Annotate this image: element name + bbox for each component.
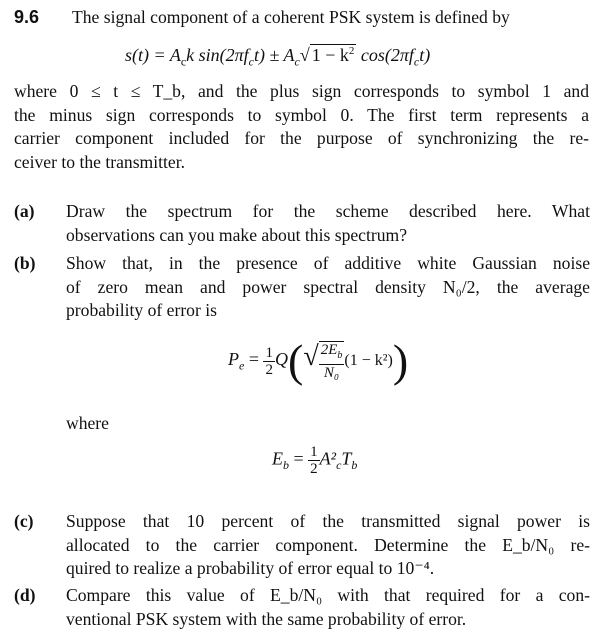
intro-line: the minus sign corresponds to symbol 0. The first term represents a: [14, 104, 589, 125]
intro-paragraph: [14, 80, 589, 174]
part-c-label: (c): [14, 511, 34, 531]
part-b-line: of zero mean and power spectral density N₀/2, the average: [66, 276, 590, 297]
problem-header: [14, 6, 594, 30]
pe-lhs: P: [228, 349, 239, 370]
eq-lhs: s(t) = A: [125, 45, 181, 65]
where-label: where: [66, 413, 109, 433]
eb-rhs-sub: c: [336, 458, 342, 473]
eq-sub-c3: c: [294, 54, 300, 69]
part-b-line: Show that, in the presence of additive white Gaussian noise: [66, 253, 590, 273]
eq-sqrt-exp: 2: [348, 45, 355, 57]
eq-sub-c4: c: [413, 54, 420, 69]
eq-sqrt-body: 1 − k: [311, 45, 349, 65]
pe-close-paren: ): [392, 335, 409, 386]
pe-lhs-sub: e: [239, 358, 245, 373]
part-d-label: (d): [14, 585, 36, 605]
part-d-line: ventional PSK system with the same probability of error.: [66, 608, 467, 629]
problem-number: 9.6: [14, 7, 40, 27]
part-b-label: (b): [14, 253, 36, 273]
eb-half: $\frac{1}{2}$: [310, 444, 318, 477]
part-a-label: (a): [14, 201, 35, 221]
eq-k-sin: k sin(2πf: [186, 45, 249, 65]
pe-tail: (1 − k²): [344, 352, 393, 370]
pe-half: $\frac{1}{2}$: [265, 344, 273, 378]
pe-q: Q: [274, 349, 288, 370]
pe-eq: =: [244, 349, 264, 370]
eb-lhs: E: [272, 448, 283, 469]
problem-lead-text: The signal component of a coherent PSK system is defined by: [72, 7, 510, 27]
part-c-line: quired to realize a probability of error equal to 10⁻⁴.: [66, 558, 435, 578]
eq-sub-c2: c: [248, 54, 254, 69]
eq-t2: t): [419, 45, 431, 65]
part-a-line: Draw the spectrum for the scheme described here. What: [66, 201, 590, 221]
eb-eq: =: [289, 448, 309, 469]
pe-sqrt: √ $\frac{2E_b}{\text{N₀}}$: [303, 341, 343, 381]
eb-lhs-sub: b: [283, 458, 289, 473]
part-a-line: observations can you make about this spectrum?: [66, 224, 408, 245]
intro-line: where 0 ≤ t ≤ T_b, and the plus sign corresponds to symbol 1 and: [14, 81, 589, 101]
eq-cos: cos(2πf: [356, 45, 414, 65]
eq-sub-c1: c: [180, 54, 187, 69]
part-b-line: probability of error is: [66, 300, 217, 320]
signal-equation: [125, 40, 430, 74]
part-c-line: Suppose that 10 percent of the transmitted signal power is: [66, 511, 590, 531]
eb-rhs: A²: [319, 448, 337, 469]
eq-t1: t) ± A: [253, 45, 295, 65]
error-probability-formula: [228, 335, 409, 386]
intro-line: ceiver to the transmitter.: [14, 151, 185, 172]
intro-line: carrier component included for the purpose of synchronizing the re-: [14, 128, 589, 148]
part-d-line: Compare this value of E_b/N₀ with that required for a con-: [66, 585, 590, 605]
eq-sqrt: √ $1 - k^2$: [299, 45, 355, 65]
pe-open-paren: (: [287, 335, 304, 386]
eb-rhs2-sub: b: [351, 458, 358, 473]
energy-formula: [272, 444, 357, 478]
eb-rhs2: T: [341, 448, 352, 469]
part-c-line: allocated to the carrier component. Determine the E_b/N₀ re-: [66, 534, 590, 555]
